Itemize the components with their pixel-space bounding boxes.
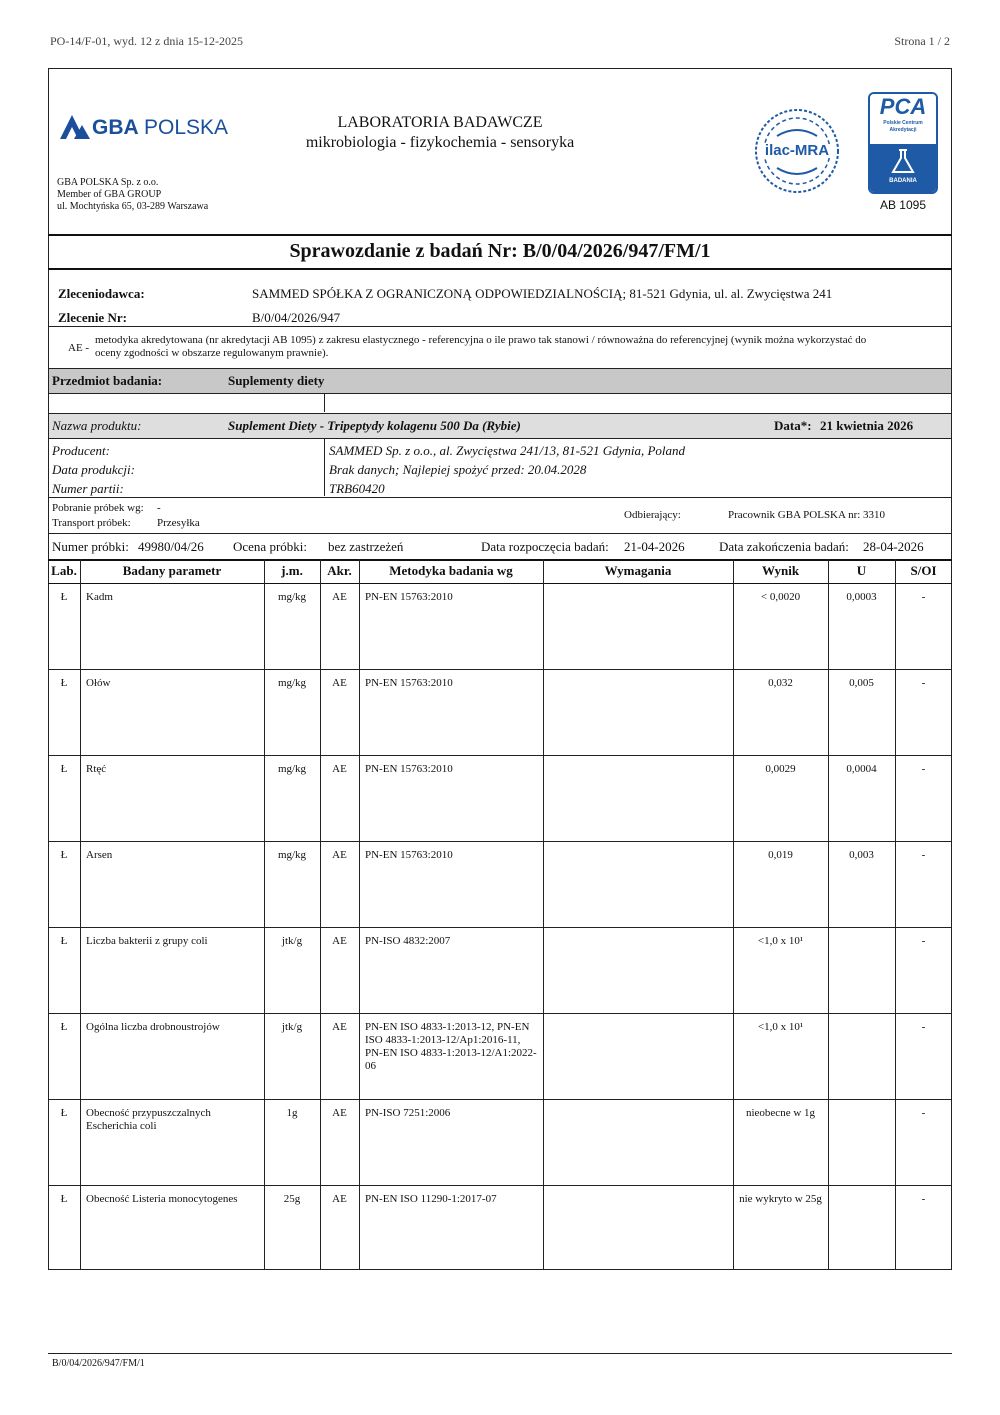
order-value: B/0/04/2026/947 — [252, 310, 341, 325]
end-date-value: 28-04-2026 — [863, 539, 924, 554]
report-title: Sprawozdanie z badań Nr: B/0/04/2026/947/FM/1 — [289, 240, 711, 262]
cell-parameter: Kadm — [86, 591, 113, 603]
pca-logo — [868, 92, 938, 194]
footer-id: B/0/04/2026/947/FM/1 — [52, 1358, 145, 1369]
page-number: Strona 1 / 2 — [894, 34, 950, 48]
header-result: Wynik — [761, 563, 800, 578]
producer-value: SAMMED Sp. z o.o., al. Zwycięstwa 241/13, 81-521 Gdynia, Poland — [329, 443, 686, 458]
header-soi: S/OI — [910, 563, 937, 578]
cell-soi: - — [921, 1021, 926, 1033]
company-address: ul. Mochtyńska 65, 03-289 Warszawa — [57, 201, 209, 212]
table-top-border — [48, 559, 952, 561]
cell-parameter: Rtęć — [86, 763, 107, 775]
cell-parameter: Ogólna liczba drobnoustrojów — [86, 1021, 220, 1033]
cell-result: 0,0029 — [765, 763, 796, 775]
header-lab: Lab. — [51, 563, 77, 578]
row-divider — [48, 927, 952, 928]
cell-accreditation: AE — [332, 763, 347, 775]
divider — [48, 533, 952, 534]
production-date-label: Data produkcji: — [52, 462, 135, 477]
subject-row — [49, 368, 951, 394]
company-member: Member of GBA GROUP — [57, 189, 162, 200]
divider — [48, 234, 952, 236]
production-date-value: Brak danych; Najlepiej spożyć przed: 20.04.2028 — [329, 462, 587, 477]
cell-soi: - — [921, 1107, 926, 1119]
cell-parameter: Obecność przypuszczalnych Escherichia coli — [86, 1107, 211, 1132]
header-accreditation: Akr. — [327, 563, 352, 578]
cell-accreditation: AE — [332, 1107, 347, 1119]
end-date-label: Data zakończenia badań: — [719, 539, 849, 554]
cell-soi: - — [921, 763, 926, 775]
header-requirements: Wymagania — [604, 563, 672, 578]
divider — [48, 497, 952, 498]
sampled-label: Pobranie próbek wg: — [52, 502, 144, 514]
cell-unit: mg/kg — [277, 763, 307, 775]
gba-logo-bold: GBA — [92, 116, 139, 139]
row-divider — [48, 1185, 952, 1186]
cell-soi: - — [921, 1193, 926, 1205]
batch-value: TRB60420 — [329, 481, 385, 496]
ae-line1: metodyka akredytowana (nr akredytacji AB 1095) z zakresu elastycznego - referencyjna o ile prawo tak stanowi / równoważna do referencyjnej (wynik można wykorzystać do — [95, 334, 867, 346]
date-label: Data*: — [774, 418, 812, 433]
transport-value: Przesyłka — [157, 517, 200, 529]
cell-uncertainty: 0,0004 — [846, 763, 877, 775]
divider — [48, 326, 952, 327]
cell-result: < 0,0020 — [760, 591, 801, 603]
header-unit: j.m. — [281, 563, 303, 578]
client-value: SAMMED SPÓŁKA Z OGRANICZONĄ ODPOWIEDZIALNOŚCIĄ; 81-521 Gdynia, ul. al. Zwycięstwa 241 — [252, 286, 833, 301]
gba-logo-light: POLSKA — [144, 116, 229, 139]
cell-lab: Ł — [60, 1193, 68, 1205]
cell-result: nie wykryto w 25g — [739, 1193, 822, 1205]
gba-logo — [58, 113, 248, 143]
client-label: Zleceniodawca: — [58, 286, 145, 301]
header-uncertainty: U — [856, 563, 867, 578]
receiver-label: Odbierający: — [624, 509, 681, 521]
ilac-mra-logo — [752, 106, 842, 196]
cell-lab: Ł — [60, 763, 68, 775]
ae-label: AE - — [68, 342, 90, 354]
divider — [324, 393, 325, 412]
cell-lab: Ł — [60, 1107, 68, 1119]
cell-result: <1,0 x 10¹ — [757, 935, 804, 947]
form-id: PO-14/F-01, wyd. 12 z dnia 15-12-2025 — [50, 34, 243, 48]
cell-unit: 25g — [283, 1193, 301, 1205]
company-name: GBA POLSKA Sp. z o.o. — [57, 177, 159, 188]
cell-lab: Ł — [60, 677, 68, 689]
gba-logo-icon — [58, 113, 92, 141]
cell-method: PN-ISO 7251:2006 — [365, 1107, 451, 1119]
pca-sub2: Akredytacji — [889, 127, 917, 133]
cell-result: <1,0 x 10¹ — [757, 1021, 804, 1033]
row-divider — [48, 755, 952, 756]
row-divider — [48, 1013, 952, 1014]
pca-sub1: Polskie Centrum — [883, 120, 923, 126]
subject-value: Suplementy diety — [228, 373, 325, 388]
cell-accreditation: AE — [332, 935, 347, 947]
start-date-value: 21-04-2026 — [624, 539, 685, 554]
row-divider — [48, 669, 952, 670]
cell-parameter: Liczba bakterii z grupy coli — [86, 935, 208, 947]
cell-unit: jtk/g — [281, 1021, 303, 1033]
cell-method: PN-EN 15763:2010 — [365, 677, 453, 689]
cell-result: nieobecne w 1g — [745, 1107, 816, 1119]
date-value: 21 kwietnia 2026 — [820, 418, 914, 433]
pca-badge: BADANIA — [889, 178, 917, 184]
cell-method: PN-EN ISO 4833-1:2013-12, PN-EN ISO 4833-1:2013-12/Ap1:2016-11, PN-EN ISO 4833-1:2013-12/A1:2022-06 — [365, 1021, 537, 1072]
cell-method: PN-EN 15763:2010 — [365, 849, 453, 861]
cell-uncertainty: 0,0003 — [846, 591, 877, 603]
product-name-value: Suplement Diety - Tripeptydy kolagenu 500 Da (Rybie) — [228, 418, 521, 433]
transport-label: Transport próbek: — [52, 517, 131, 529]
producer-label: Producent: — [52, 443, 110, 458]
cell-result: 0,032 — [768, 677, 793, 689]
start-date-label: Data rozpoczęcia badań: — [481, 539, 609, 554]
cell-soi: - — [921, 849, 926, 861]
sampled-value: - — [157, 502, 161, 514]
flask-icon — [888, 148, 918, 176]
company-info — [57, 177, 208, 213]
cell-result: 0,019 — [768, 849, 793, 861]
cell-uncertainty: 0,003 — [849, 849, 874, 861]
cell-lab: Ł — [60, 849, 68, 861]
ilac-text: ilac-MRA — [764, 142, 830, 159]
subject-label: Przedmiot badania: — [52, 373, 163, 388]
batch-label: Numer partii: — [52, 481, 124, 496]
cell-method: PN-EN ISO 11290-1:2017-07 — [365, 1193, 497, 1205]
ae-description — [95, 334, 940, 360]
ae-line2: oceny zgodności w obszarze regulowanym prawnie). — [95, 347, 329, 359]
cell-lab: Ł — [60, 591, 68, 603]
cell-lab: Ł — [60, 935, 68, 947]
cell-accreditation: AE — [332, 1193, 347, 1205]
cell-method: PN-ISO 4832:2007 — [365, 935, 451, 947]
footer-divider — [48, 1353, 952, 1354]
sample-number-label: Numer próbki: — [52, 539, 129, 554]
sample-number-value: 49980/04/26 — [138, 539, 204, 554]
divider — [48, 268, 952, 270]
cell-accreditation: AE — [332, 1021, 347, 1033]
receiver-value: Pracownik GBA POLSKA nr: 3310 — [728, 509, 886, 521]
cell-parameter: Arsen — [86, 849, 113, 861]
order-label: Zlecenie Nr: — [58, 310, 127, 325]
cell-lab: Ł — [60, 1021, 68, 1033]
cell-unit: 1g — [286, 1107, 298, 1119]
divider — [324, 438, 325, 496]
cell-unit: mg/kg — [277, 849, 307, 861]
accreditation-number: AB 1095 — [879, 198, 927, 212]
header-parameter: Badany parametr — [122, 563, 222, 578]
lab-subtitle: mikrobiologia - fizykochemia - sensoryka — [305, 134, 575, 151]
cell-uncertainty: 0,005 — [849, 677, 874, 689]
cell-parameter: Obecność Listeria monocytogenes — [86, 1193, 238, 1205]
cell-accreditation: AE — [332, 849, 347, 861]
cell-accreditation: AE — [332, 591, 347, 603]
cell-unit: mg/kg — [277, 591, 307, 603]
lab-title: LABORATORIA BADAWCZE — [337, 114, 543, 131]
cell-unit: jtk/g — [281, 935, 303, 947]
cell-soi: - — [921, 935, 926, 947]
header-method: Metodyka badania wg — [389, 563, 513, 578]
cell-method: PN-EN 15763:2010 — [365, 763, 453, 775]
cell-unit: mg/kg — [277, 677, 307, 689]
product-name-label: Nazwa produktu: — [52, 418, 142, 433]
cell-soi: - — [921, 591, 926, 603]
cell-soi: - — [921, 677, 926, 689]
cell-parameter: Ołów — [86, 677, 111, 689]
pca-text: PCA — [879, 94, 927, 119]
row-divider — [48, 841, 952, 842]
assessment-label: Ocena próbki: — [233, 539, 308, 554]
assessment-value: bez zastrzeżeń — [328, 539, 404, 554]
cell-accreditation: AE — [332, 677, 347, 689]
cell-method: PN-EN 15763:2010 — [365, 591, 453, 603]
row-divider — [48, 1099, 952, 1100]
